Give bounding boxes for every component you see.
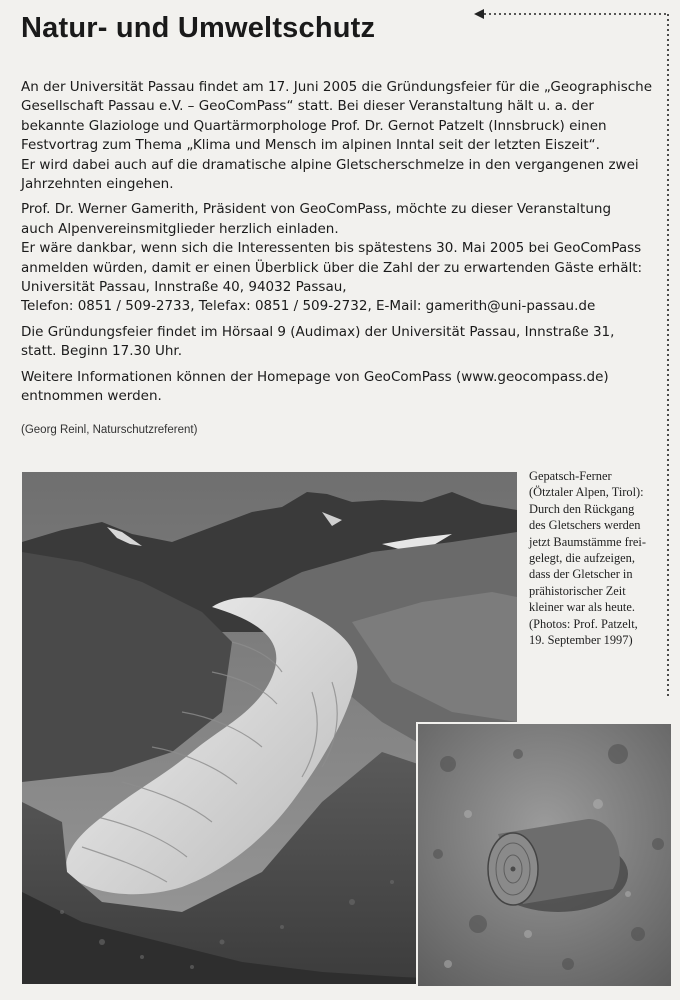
- caption-line: prähistorischer Zeit: [529, 583, 626, 598]
- caption-line: Durch den Rückgang: [529, 501, 635, 516]
- caption-line: Gepatsch-Ferner: [529, 469, 612, 483]
- tree-trunk-photo: [416, 722, 671, 986]
- paragraph-2: [21, 200, 661, 316]
- text-line: anmelden würden, damit er einen Überblick über die Zahl der zu erwartenden Gäste erhält:: [21, 259, 643, 276]
- text-line: Jahrzehnten eingehen.: [21, 176, 174, 193]
- paragraph-4: [21, 368, 661, 407]
- page-title: Natur- und Umweltschutz: [21, 12, 376, 44]
- text-line: Festvortrag zum Thema „Klima und Mensch im alpinen Inntal seit der letzten Eiszeit“.: [21, 137, 600, 154]
- text-line: Die Gründungsfeier findet im Hörsaal 9 (Audimax) der Universität Passau, Innstraße 31,: [21, 323, 615, 340]
- author-signature: (Georg Reinl, Naturschutzreferent): [21, 424, 198, 436]
- text-line: Weitere Informationen können der Homepage von GeoComPass (www.geocompass.de): [21, 368, 609, 385]
- text-line: Gesellschaft Passau e.V. – GeoComPass“ statt. Bei dieser Veranstaltung hält u. a. der: [21, 98, 594, 115]
- caption-line: kleiner war als heute.: [529, 600, 635, 615]
- caption-line: (Ötztaler Alpen, Tirol):: [529, 485, 644, 500]
- caption-line: jetzt Baumstämme frei-: [529, 534, 646, 549]
- photo-caption: [529, 468, 669, 648]
- text-line: An der Universität Passau findet am 17. Juni 2005 die Gründungsfeier für die „Geographische: [21, 79, 653, 95]
- caption-line: des Gletschers werden: [529, 518, 641, 533]
- text-line: auch Alpenvereinsmitglieder herzlich einladen.: [21, 220, 339, 237]
- article-body: [21, 78, 661, 413]
- text-line: Telefon: 0851 / 509-2733, Telefax: 0851 / 509-2732, E-Mail: gamerith@uni-passau.de: [21, 298, 596, 315]
- caption-line: dass der Gletscher in: [529, 567, 633, 582]
- text-line: Universität Passau, Innstraße 40, 94032 Passau,: [21, 279, 347, 296]
- text-line: Er wäre dankbar, wenn sich die Interessenten bis spätestens 30. Mai 2005 bei GeoComPass: [21, 240, 642, 257]
- tree-trunk-image: [418, 724, 671, 986]
- caption-line: (Photos: Prof. Patzelt,: [529, 616, 638, 631]
- text-line: Prof. Dr. Werner Gamerith, Präsident von GeoComPass, möchte zu dieser Veranstaltung: [21, 201, 612, 218]
- text-line: Er wird dabei auch auf die dramatische alpine Gletscherschmelze in den vergangenen zwei: [21, 156, 639, 173]
- paragraph-1: [21, 78, 661, 194]
- caption-line: gelegt, die aufzeigen,: [529, 551, 635, 566]
- text-line: statt. Beginn 17.30 Uhr.: [21, 343, 183, 360]
- text-line: bekannte Glaziologe und Quartärmorphologe Prof. Dr. Gernot Patzelt (Innsbruck) einen: [21, 117, 607, 134]
- paragraph-3: [21, 323, 661, 362]
- caption-line: 19. September 1997): [529, 633, 633, 648]
- text-line: entnommen werden.: [21, 388, 162, 405]
